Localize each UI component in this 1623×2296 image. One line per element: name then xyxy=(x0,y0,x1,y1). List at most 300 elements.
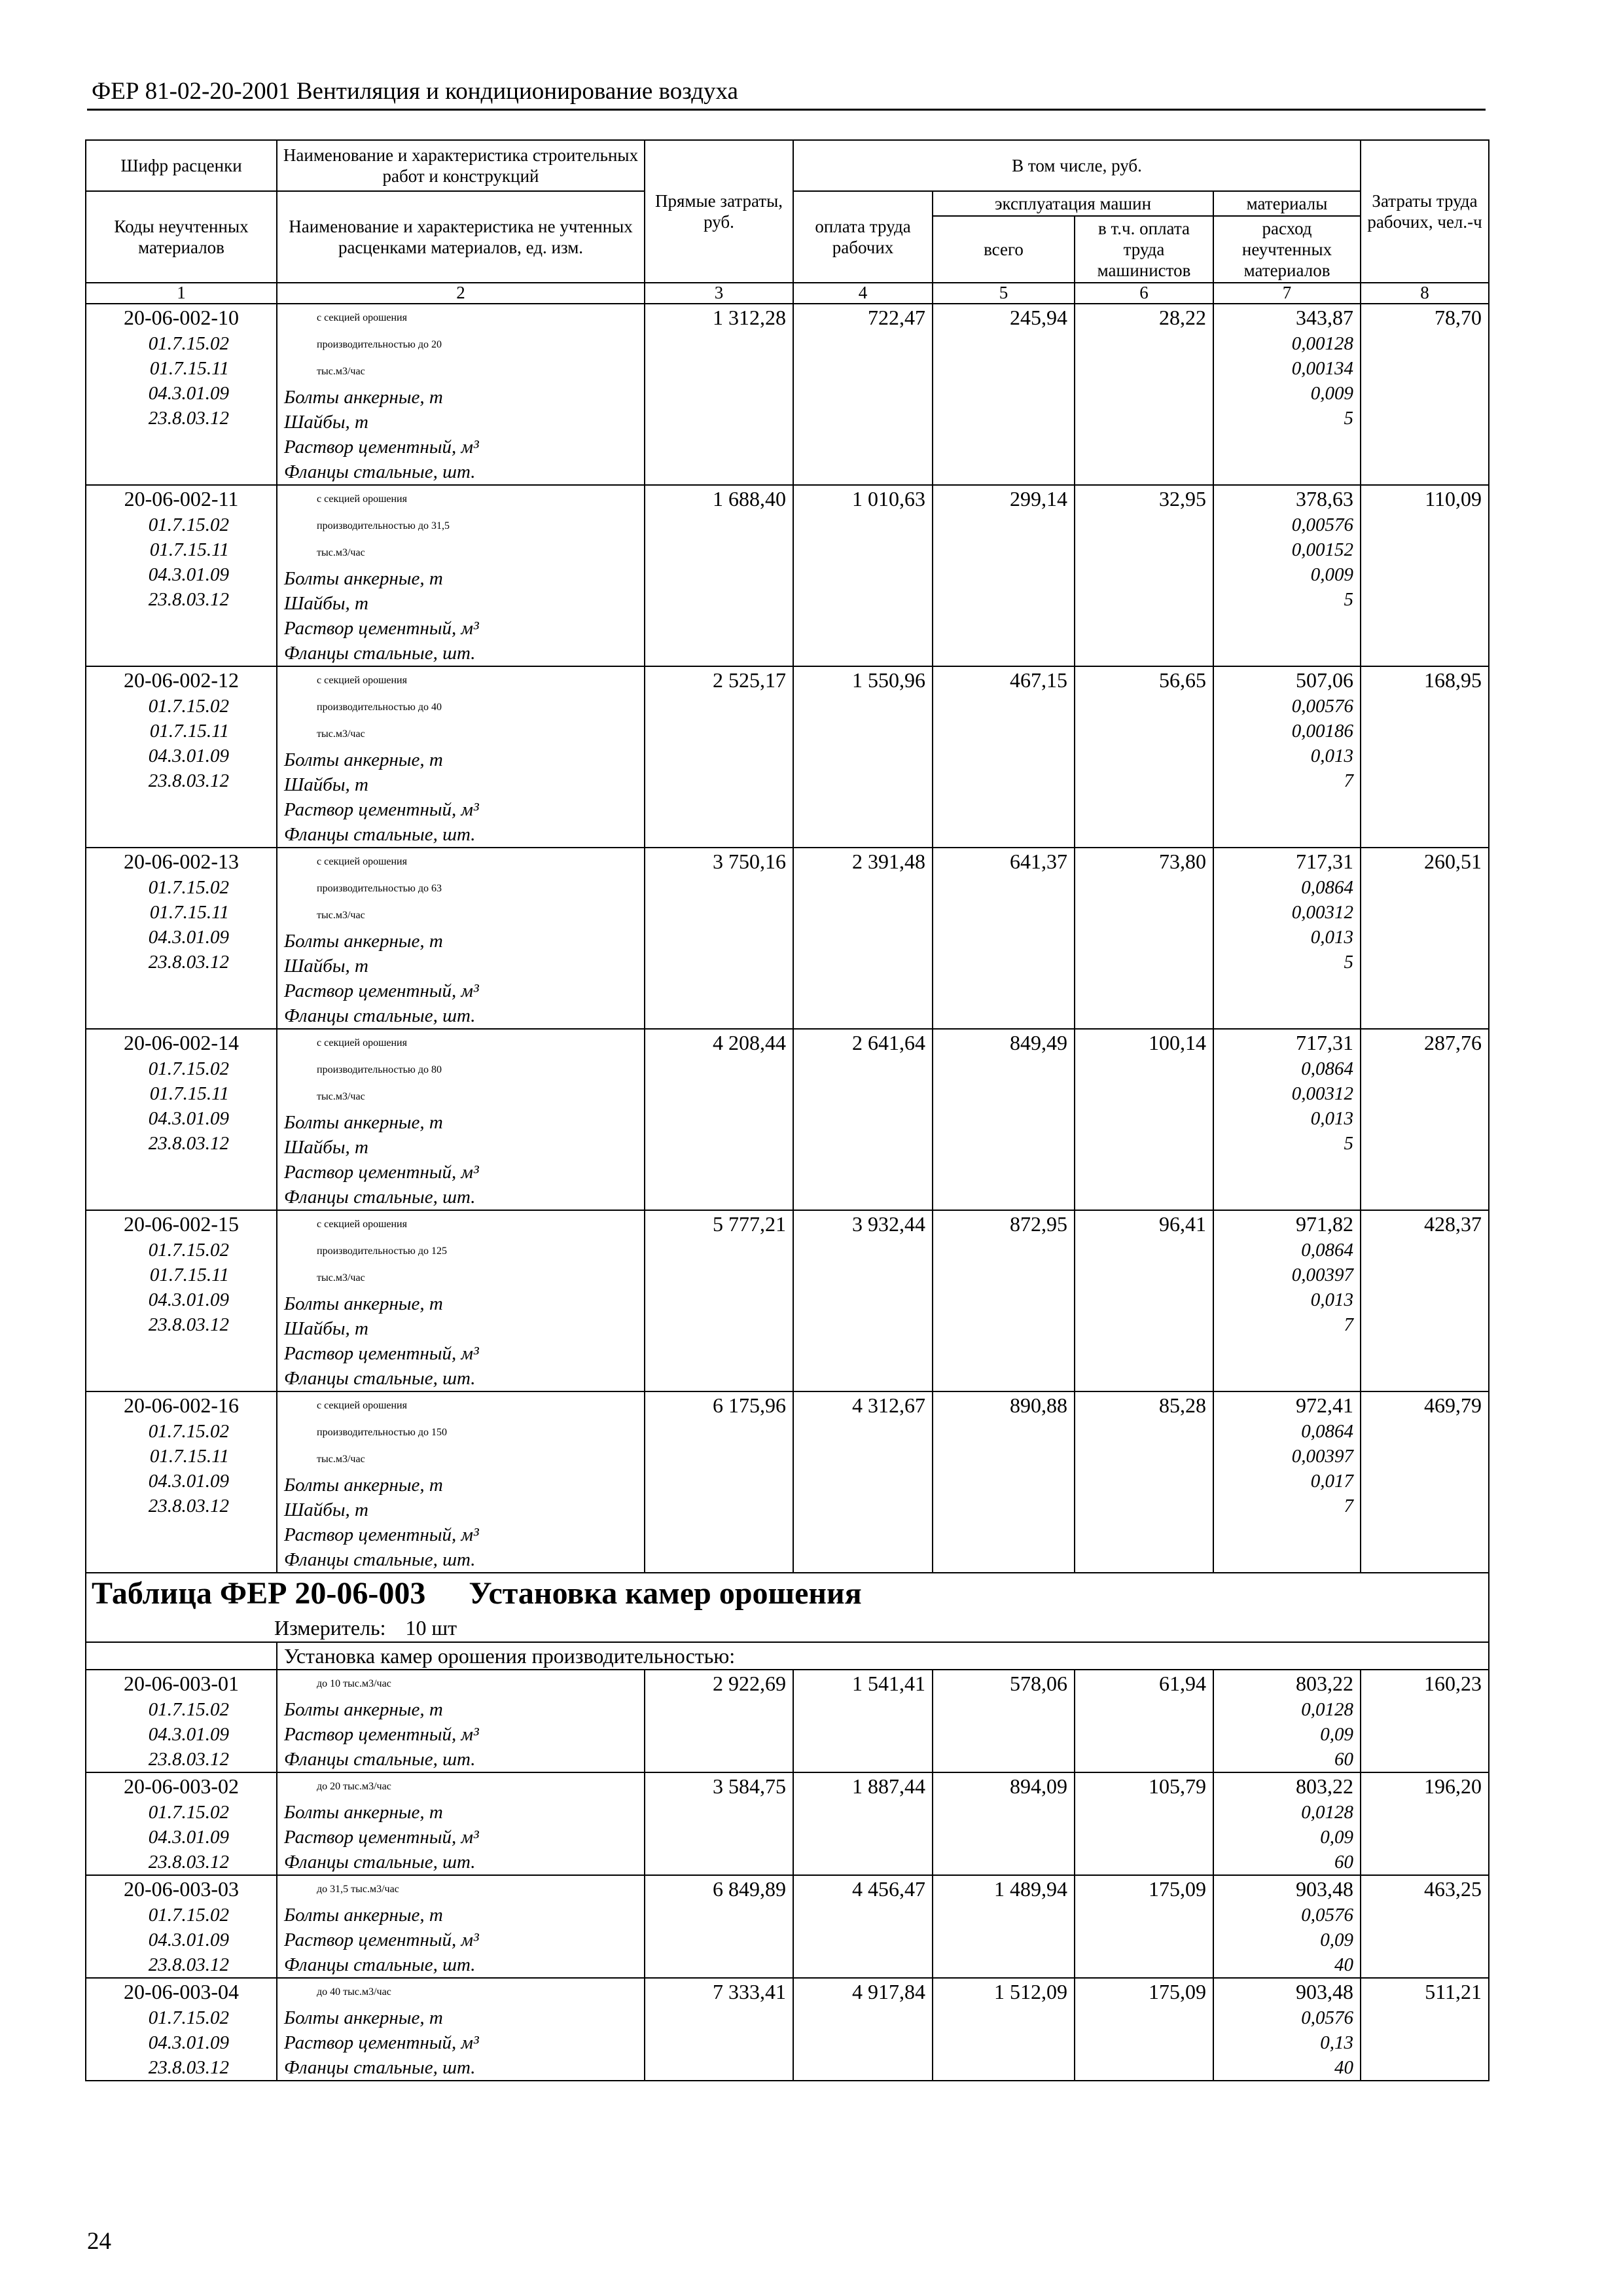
labor-pay: 1 887,44 xyxy=(852,1774,925,1798)
material-name: Болты анкерные, т xyxy=(284,931,443,952)
rate-description-line: производительностью до 31,5 xyxy=(317,520,450,531)
material-code: 01.7.15.02 xyxy=(148,877,229,898)
material-consumption: 0,00397 xyxy=(1291,1265,1354,1285)
material-code: 04.3.01.09 xyxy=(148,383,229,404)
material-name: Раствор цементный, м³ xyxy=(284,1343,479,1364)
rate-description-line: с секцией орошения xyxy=(317,675,407,686)
table-title-code: Таблица ФЕР 20-06-003 xyxy=(92,1576,426,1611)
material-code: 01.7.15.02 xyxy=(148,1421,229,1442)
material-code: 01.7.15.11 xyxy=(149,721,229,742)
material-code: 01.7.15.11 xyxy=(149,358,229,379)
machines-total-cell xyxy=(933,1670,1075,1772)
material-name: Шайбы, т xyxy=(284,593,368,614)
labor-hours: 463,25 xyxy=(1424,1877,1482,1901)
materials-cost-cell xyxy=(1213,1391,1361,1573)
material-consumption: 0,09 xyxy=(1320,1724,1354,1745)
machines-labor-pay: 105,79 xyxy=(1149,1774,1206,1798)
column-number: 3 xyxy=(645,283,793,304)
material-name: Раствор цементный, м³ xyxy=(284,1724,479,1745)
labor-hours-cell xyxy=(1361,1210,1489,1391)
rate-description-cell xyxy=(277,1772,645,1875)
material-consumption: 5 xyxy=(1344,1133,1354,1154)
table-row xyxy=(86,485,1489,666)
header-machines: эксплуатация машин xyxy=(933,191,1213,216)
material-name: Фланцы стальные, шт. xyxy=(284,1549,476,1570)
labor-hours: 78,70 xyxy=(1435,306,1482,329)
material-code: 01.7.15.02 xyxy=(148,1905,229,1926)
material-name: Болты анкерные, т xyxy=(284,1699,443,1720)
material-name: Болты анкерные, т xyxy=(284,2007,443,2028)
material-consumption: 0,0576 xyxy=(1301,1905,1354,1926)
rate-code-cell xyxy=(86,1391,277,1573)
material-code: 04.3.01.09 xyxy=(148,745,229,766)
header-materials: материалы xyxy=(1213,191,1361,216)
labor-pay-cell xyxy=(793,1875,933,1978)
materials-cost: 971,82 xyxy=(1296,1212,1354,1236)
header-machines-labor: в т.ч. оплата труда машинистов xyxy=(1075,216,1213,283)
labor-hours: 260,51 xyxy=(1424,850,1482,873)
machines-total: 578,06 xyxy=(1010,1672,1067,1695)
rate-description-cell xyxy=(277,485,645,666)
rate-description-line: до 40 тыс.м3/час xyxy=(317,1986,391,1998)
header-including: В том числе, руб. xyxy=(793,140,1361,191)
section-20-06-003-rows xyxy=(86,1670,1489,2081)
material-name: Раствор цементный, м³ xyxy=(284,437,479,457)
material-consumption: 0,0128 xyxy=(1301,1699,1354,1720)
materials-cost: 803,22 xyxy=(1296,1774,1354,1798)
rate-description-line: тыс.м3/час xyxy=(317,1454,365,1465)
direct-cost: 1 688,40 xyxy=(713,487,786,511)
machines-total-cell xyxy=(933,1978,1075,2081)
material-code: 23.8.03.12 xyxy=(148,1954,229,1975)
material-consumption: 5 xyxy=(1344,589,1354,610)
rate-code: 20-06-002-10 xyxy=(124,306,239,329)
labor-pay-cell xyxy=(793,1029,933,1210)
materials-cost-cell xyxy=(1213,485,1361,666)
machines-total-cell xyxy=(933,485,1075,666)
materials-cost: 803,22 xyxy=(1296,1672,1354,1695)
direct-cost-cell xyxy=(645,848,793,1029)
material-code: 01.7.15.11 xyxy=(149,1083,229,1104)
material-consumption: 5 xyxy=(1344,408,1354,429)
material-consumption: 0,0128 xyxy=(1301,1802,1354,1823)
labor-hours-cell xyxy=(1361,1875,1489,1978)
machines-labor-pay: 100,14 xyxy=(1149,1031,1206,1054)
table-row xyxy=(86,666,1489,848)
labor-hours-cell xyxy=(1361,1772,1489,1875)
rate-description-cell xyxy=(277,1210,645,1391)
direct-cost-cell xyxy=(645,1391,793,1573)
header-labor-cost: Затраты труда рабочих, чел.-ч xyxy=(1361,140,1489,283)
rate-description-line: тыс.м3/час xyxy=(317,547,365,558)
material-consumption: 0,00186 xyxy=(1291,721,1354,742)
rates-table xyxy=(85,139,1489,2081)
material-consumption: 0,00152 xyxy=(1291,539,1354,560)
material-consumption: 5 xyxy=(1344,952,1354,973)
material-name: Шайбы, т xyxy=(284,412,368,433)
material-consumption: 0,00576 xyxy=(1291,696,1354,717)
group-code-cell xyxy=(86,1642,277,1670)
machines-labor-pay: 56,65 xyxy=(1159,668,1206,692)
material-code: 01.7.15.11 xyxy=(149,1446,229,1467)
material-code: 04.3.01.09 xyxy=(148,1827,229,1848)
material-code: 04.3.01.09 xyxy=(148,1471,229,1492)
labor-pay-cell xyxy=(793,1391,933,1573)
material-code: 23.8.03.12 xyxy=(148,1749,229,1770)
material-name: Шайбы, т xyxy=(284,1318,368,1339)
rate-description-cell xyxy=(277,304,645,485)
material-name: Шайбы, т xyxy=(284,1499,368,1520)
labor-hours-cell xyxy=(1361,1029,1489,1210)
page-number: 24 xyxy=(87,2228,111,2255)
machines-labor-pay: 175,09 xyxy=(1149,1980,1206,2003)
rate-description-cell xyxy=(277,848,645,1029)
machines-labor-pay: 28,22 xyxy=(1159,306,1206,329)
direct-cost: 1 312,28 xyxy=(713,306,786,329)
table-row xyxy=(86,1978,1489,2081)
rate-code: 20-06-003-01 xyxy=(124,1672,239,1695)
material-name: Болты анкерные, т xyxy=(284,1802,443,1823)
table-row xyxy=(86,1029,1489,1210)
machines-labor-pay-cell xyxy=(1075,1670,1213,1772)
column-number: 1 xyxy=(86,283,277,304)
material-code: 01.7.15.11 xyxy=(149,539,229,560)
material-name: Фланцы стальные, шт. xyxy=(284,1954,476,1975)
rate-code: 20-06-002-16 xyxy=(124,1393,239,1417)
rate-description-line: производительностью до 125 xyxy=(317,1246,447,1257)
materials-cost: 717,31 xyxy=(1296,1031,1354,1054)
material-consumption: 0,09 xyxy=(1320,1827,1354,1848)
material-consumption: 0,013 xyxy=(1310,1108,1354,1129)
table-measure xyxy=(274,1614,1482,1641)
machines-total-cell xyxy=(933,1210,1075,1391)
document-header-title: ФЕР 81-02-20-2001 Вентиляция и кондиционирование воздуха xyxy=(92,78,738,105)
rate-description-line: до 20 тыс.м3/час xyxy=(317,1781,391,1792)
material-consumption: 0,0864 xyxy=(1301,1421,1354,1442)
machines-total: 245,94 xyxy=(1010,306,1067,329)
labor-hours-cell xyxy=(1361,1391,1489,1573)
material-consumption: 0,00128 xyxy=(1291,333,1354,354)
material-code: 01.7.15.11 xyxy=(149,902,229,923)
material-name: Раствор цементный, м³ xyxy=(284,1524,479,1545)
materials-cost: 343,87 xyxy=(1296,306,1354,329)
machines-total: 894,09 xyxy=(1010,1774,1067,1798)
column-number: 5 xyxy=(933,283,1075,304)
material-code: 23.8.03.12 xyxy=(148,1314,229,1335)
material-name: Раствор цементный, м³ xyxy=(284,1827,479,1848)
labor-hours: 196,20 xyxy=(1424,1774,1482,1798)
direct-cost: 3 750,16 xyxy=(713,850,786,873)
rate-code-cell xyxy=(86,1875,277,1978)
rate-description-cell xyxy=(277,1029,645,1210)
machines-total-cell xyxy=(933,1875,1075,1978)
machines-total: 467,15 xyxy=(1010,668,1067,692)
labor-hours: 511,21 xyxy=(1425,1980,1482,2003)
materials-cost-cell xyxy=(1213,304,1361,485)
rate-description-cell xyxy=(277,1978,645,2081)
table-row xyxy=(86,1670,1489,1772)
material-name: Фланцы стальные, шт. xyxy=(284,461,476,482)
machines-labor-pay-cell xyxy=(1075,1210,1213,1391)
column-number: 2 xyxy=(277,283,645,304)
material-consumption: 0,009 xyxy=(1310,383,1354,404)
material-code: 23.8.03.12 xyxy=(148,1852,229,1873)
rate-code: 20-06-002-13 xyxy=(124,850,239,873)
rate-description-line: до 31,5 тыс.м3/час xyxy=(317,1884,399,1895)
machines-labor-pay-cell xyxy=(1075,1978,1213,2081)
table-measure-cell xyxy=(86,1614,1489,1642)
table-row xyxy=(86,304,1489,485)
labor-pay-cell xyxy=(793,666,933,848)
rate-code-cell xyxy=(86,1978,277,2081)
material-code: 01.7.15.02 xyxy=(148,2007,229,2028)
rate-code-cell xyxy=(86,1210,277,1391)
machines-total: 641,37 xyxy=(1010,850,1067,873)
material-code: 23.8.03.12 xyxy=(148,770,229,791)
direct-cost-cell xyxy=(645,1210,793,1391)
rate-code: 20-06-003-03 xyxy=(124,1877,239,1901)
rate-code: 20-06-002-14 xyxy=(124,1031,239,1054)
rate-code-cell xyxy=(86,1772,277,1875)
material-consumption: 0,017 xyxy=(1310,1471,1354,1492)
material-name: Шайбы, т xyxy=(284,1137,368,1158)
material-name: Болты анкерные, т xyxy=(284,1112,443,1133)
direct-cost: 3 584,75 xyxy=(713,1774,786,1798)
table-row xyxy=(86,1210,1489,1391)
header-materials-use: расход неучтенных материалов xyxy=(1213,216,1361,283)
labor-pay-cell xyxy=(793,304,933,485)
direct-cost-cell xyxy=(645,485,793,666)
rate-description-line: с секцией орошения xyxy=(317,856,407,867)
material-consumption: 0,13 xyxy=(1320,2032,1354,2053)
rate-description-line: тыс.м3/час xyxy=(317,728,365,740)
material-code: 04.3.01.09 xyxy=(148,1929,229,1950)
material-consumption: 0,013 xyxy=(1310,1289,1354,1310)
material-code: 23.8.03.12 xyxy=(148,408,229,429)
machines-labor-pay-cell xyxy=(1075,848,1213,1029)
rate-description-line: производительностью до 63 xyxy=(317,883,442,894)
materials-cost-cell xyxy=(1213,1210,1361,1391)
material-consumption: 0,013 xyxy=(1310,927,1354,948)
rate-code: 20-06-002-11 xyxy=(124,487,239,511)
rate-description-cell xyxy=(277,1670,645,1772)
direct-cost-cell xyxy=(645,666,793,848)
material-code: 01.7.15.02 xyxy=(148,333,229,354)
machines-labor-pay: 73,80 xyxy=(1159,850,1206,873)
rate-description-line: до 10 тыс.м3/час xyxy=(317,1678,391,1689)
material-code: 04.3.01.09 xyxy=(148,1108,229,1129)
rate-code: 20-06-003-02 xyxy=(124,1774,239,1798)
table-row xyxy=(86,1772,1489,1875)
material-code: 01.7.15.02 xyxy=(148,514,229,535)
machines-labor-pay: 32,95 xyxy=(1159,487,1206,511)
labor-hours: 110,09 xyxy=(1425,487,1482,511)
rate-description-line: производительностью до 150 xyxy=(317,1427,447,1438)
rate-description-line: с секцией орошения xyxy=(317,1400,407,1411)
material-consumption: 40 xyxy=(1334,2057,1354,2078)
material-code: 01.7.15.02 xyxy=(148,1699,229,1720)
labor-hours-cell xyxy=(1361,485,1489,666)
labor-pay-cell xyxy=(793,1210,933,1391)
machines-total-cell xyxy=(933,666,1075,848)
direct-cost: 2 525,17 xyxy=(713,668,786,692)
materials-cost-cell xyxy=(1213,1772,1361,1875)
rate-code-cell xyxy=(86,848,277,1029)
measure-label: Измеритель: xyxy=(274,1616,386,1640)
material-code: 23.8.03.12 xyxy=(148,2057,229,2078)
column-number: 4 xyxy=(793,283,933,304)
direct-cost: 2 922,69 xyxy=(713,1672,786,1695)
direct-cost: 6 849,89 xyxy=(713,1877,786,1901)
direct-cost: 5 777,21 xyxy=(713,1212,786,1236)
machines-total-cell xyxy=(933,304,1075,485)
rate-code-cell xyxy=(86,304,277,485)
material-code: 01.7.15.02 xyxy=(148,1058,229,1079)
material-name: Болты анкерные, т xyxy=(284,568,443,589)
rate-code-cell xyxy=(86,1670,277,1772)
machines-labor-pay-cell xyxy=(1075,485,1213,666)
rate-description-line: с секцией орошения xyxy=(317,312,407,323)
labor-pay: 1 550,96 xyxy=(852,668,925,692)
materials-cost: 507,06 xyxy=(1296,668,1354,692)
material-name: Раствор цементный, м³ xyxy=(284,799,479,820)
header-name: Наименование и характеристика строительных работ и конструкций xyxy=(277,140,645,191)
header-direct: Прямые затраты, руб. xyxy=(645,140,793,283)
machines-total-cell xyxy=(933,1772,1075,1875)
material-name: Фланцы стальные, шт. xyxy=(284,1368,476,1389)
material-code: 04.3.01.09 xyxy=(148,1289,229,1310)
labor-pay: 1 010,63 xyxy=(852,487,925,511)
rate-code-cell xyxy=(86,485,277,666)
material-consumption: 0,00134 xyxy=(1291,358,1354,379)
labor-hours-cell xyxy=(1361,1670,1489,1772)
material-name: Раствор цементный, м³ xyxy=(284,1929,479,1950)
labor-hours: 287,76 xyxy=(1424,1031,1482,1054)
table-20-06-003-heading xyxy=(86,1573,1489,1670)
material-name: Фланцы стальные, шт. xyxy=(284,1187,476,1208)
materials-cost: 717,31 xyxy=(1296,850,1354,873)
machines-labor-pay-cell xyxy=(1075,1391,1213,1573)
group-label-cell xyxy=(277,1642,1489,1670)
material-code: 23.8.03.12 xyxy=(148,1133,229,1154)
material-consumption: 40 xyxy=(1334,1954,1354,1975)
materials-cost-cell xyxy=(1213,666,1361,848)
machines-labor-pay: 85,28 xyxy=(1159,1393,1206,1417)
material-name: Шайбы, т xyxy=(284,956,368,977)
rate-description-line: производительностью до 80 xyxy=(317,1064,442,1075)
material-consumption: 0,00397 xyxy=(1291,1446,1354,1467)
material-consumption: 60 xyxy=(1334,1749,1354,1770)
material-code: 04.3.01.09 xyxy=(148,2032,229,2053)
rate-description-line: тыс.м3/час xyxy=(317,1091,365,1102)
machines-total: 299,14 xyxy=(1010,487,1067,511)
rate-description-line: с секцией орошения xyxy=(317,1219,407,1230)
material-consumption: 0,09 xyxy=(1320,1929,1354,1950)
material-name: Болты анкерные, т xyxy=(284,1905,443,1926)
direct-cost-cell xyxy=(645,1670,793,1772)
material-consumption: 0,0864 xyxy=(1301,877,1354,898)
material-name: Раствор цементный, м³ xyxy=(284,618,479,639)
material-consumption: 0,0576 xyxy=(1301,2007,1354,2028)
labor-pay: 4 456,47 xyxy=(852,1877,925,1901)
rate-description-cell xyxy=(277,1875,645,1978)
rate-code: 20-06-002-15 xyxy=(124,1212,239,1236)
header-labor-pay: оплата труда рабочих xyxy=(793,191,933,283)
header-material-names: Наименование и характеристика не учтенных расценками материалов, ед. изм. xyxy=(277,191,645,283)
material-code: 04.3.01.09 xyxy=(148,564,229,585)
material-consumption: 0,0864 xyxy=(1301,1058,1354,1079)
labor-hours-cell xyxy=(1361,304,1489,485)
section-20-06-002-rows xyxy=(86,304,1489,1573)
material-code: 01.7.15.11 xyxy=(149,1265,229,1285)
group-label: Установка камер орошения производительностью: xyxy=(284,1644,736,1668)
direct-cost-cell xyxy=(645,304,793,485)
column-number: 8 xyxy=(1361,283,1489,304)
column-number: 7 xyxy=(1213,283,1361,304)
labor-hours: 168,95 xyxy=(1424,668,1482,692)
labor-pay-cell xyxy=(793,485,933,666)
header-rule xyxy=(87,109,1486,111)
material-consumption: 0,013 xyxy=(1310,745,1354,766)
machines-labor-pay: 96,41 xyxy=(1159,1212,1206,1236)
labor-pay: 1 541,41 xyxy=(852,1672,925,1695)
machines-labor-pay: 61,94 xyxy=(1159,1672,1206,1695)
table-row xyxy=(86,1391,1489,1573)
machines-total-cell xyxy=(933,848,1075,1029)
direct-cost-cell xyxy=(645,1978,793,2081)
materials-cost-cell xyxy=(1213,848,1361,1029)
rate-description-line: тыс.м3/час xyxy=(317,1272,365,1283)
labor-pay-cell xyxy=(793,1978,933,2081)
materials-cost: 903,48 xyxy=(1296,1877,1354,1901)
material-consumption: 0,00576 xyxy=(1291,514,1354,535)
material-consumption: 7 xyxy=(1344,770,1354,791)
direct-cost-cell xyxy=(645,1772,793,1875)
material-consumption: 0,0864 xyxy=(1301,1240,1354,1261)
material-name: Фланцы стальные, шт. xyxy=(284,2057,476,2078)
material-code: 23.8.03.12 xyxy=(148,589,229,610)
material-code: 04.3.01.09 xyxy=(148,927,229,948)
material-name: Раствор цементный, м³ xyxy=(284,1162,479,1183)
rate-code-cell xyxy=(86,1029,277,1210)
machines-labor-pay-cell xyxy=(1075,1875,1213,1978)
labor-pay: 2 391,48 xyxy=(852,850,925,873)
machines-total: 1 489,94 xyxy=(994,1877,1067,1901)
rate-description-cell xyxy=(277,1391,645,1573)
labor-pay: 4 917,84 xyxy=(852,1980,925,2003)
labor-pay: 4 312,67 xyxy=(852,1393,925,1417)
labor-hours-cell xyxy=(1361,666,1489,848)
table-row xyxy=(86,848,1489,1029)
materials-cost: 972,41 xyxy=(1296,1393,1354,1417)
labor-pay-cell xyxy=(793,848,933,1029)
labor-hours: 469,79 xyxy=(1424,1393,1482,1417)
material-consumption: 60 xyxy=(1334,1852,1354,1873)
rate-description-line: производительностью до 40 xyxy=(317,702,442,713)
material-code: 01.7.15.02 xyxy=(148,696,229,717)
table-title-cell xyxy=(86,1573,1489,1614)
header-material-codes: Коды неучтенных материалов xyxy=(86,191,277,283)
table-title xyxy=(92,1573,1483,1614)
direct-cost: 7 333,41 xyxy=(713,1980,786,2003)
rate-code: 20-06-002-12 xyxy=(124,668,239,692)
machines-total: 849,49 xyxy=(1010,1031,1067,1054)
material-name: Раствор цементный, м³ xyxy=(284,2032,479,2053)
rate-description-line: с секцией орошения xyxy=(317,493,407,505)
labor-pay-cell xyxy=(793,1670,933,1772)
rate-description-line: тыс.м3/час xyxy=(317,366,365,377)
measure-value: 10 шт xyxy=(405,1616,457,1640)
